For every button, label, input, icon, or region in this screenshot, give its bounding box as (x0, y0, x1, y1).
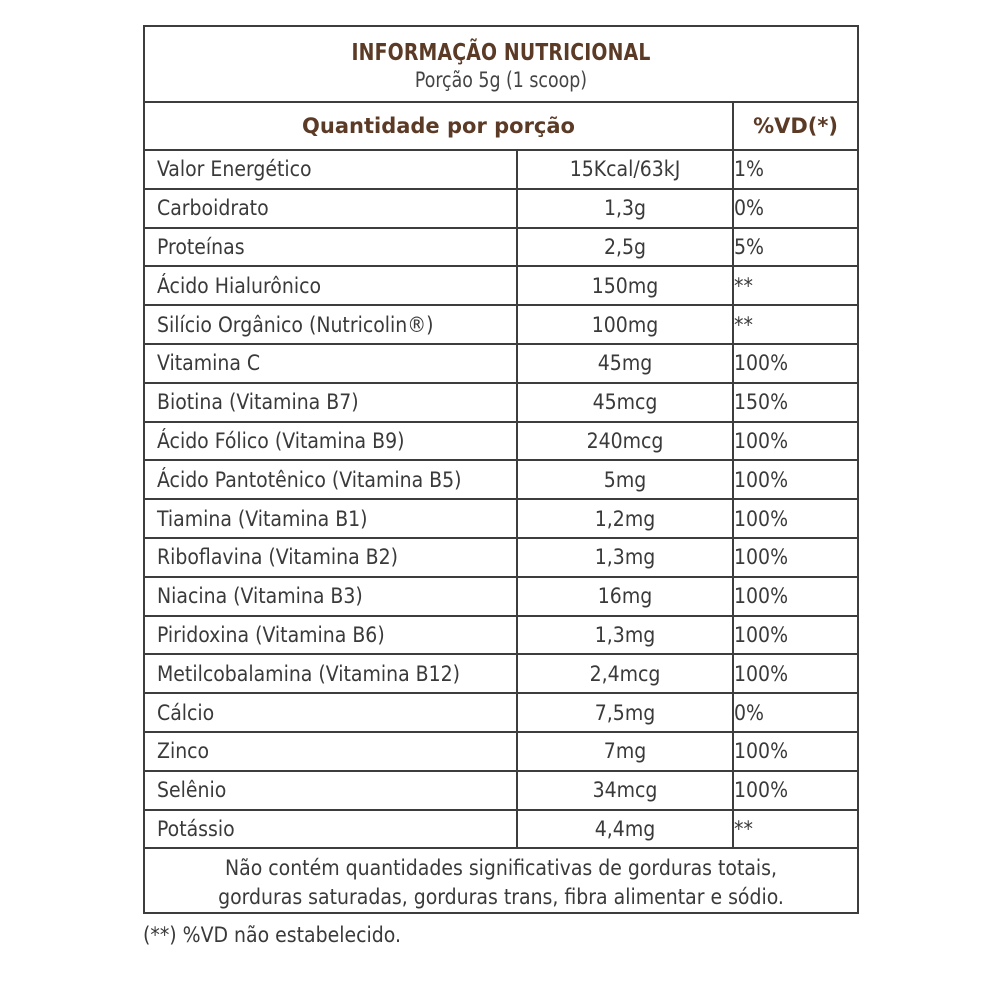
nutrient-dv: 100% (733, 538, 857, 577)
nutrient-name: Riboflavina (Vitamina B2) (145, 538, 517, 577)
table-header-row (145, 103, 857, 150)
footnote: (**) %VD não estabelecido. (143, 923, 401, 947)
quantity-column-header: Quantidade por porção (145, 103, 733, 150)
nutrient-amount: 4,4mg (517, 810, 733, 849)
table-row (145, 810, 857, 849)
table-row (145, 654, 857, 693)
nutrient-name: Silício Orgânico (Nutricolin®) (145, 305, 517, 344)
table-row (145, 538, 857, 577)
nutrient-amount: 150mg (517, 266, 733, 305)
nutrient-amount: 100mg (517, 305, 733, 344)
nutrient-amount: 15Kcal/63kJ (517, 150, 733, 189)
nutrition-facts-panel (143, 25, 859, 914)
nutrient-name: Niacina (Vitamina B3) (145, 577, 517, 616)
nutrient-amount: 1,3g (517, 189, 733, 228)
table-row (145, 732, 857, 771)
nutrient-name: Ácido Pantotênico (Vitamina B5) (145, 460, 517, 499)
nutrient-name: Zinco (145, 732, 517, 771)
disclaimer-line-1: Não contém quantidades significativas de gorduras totais, (224, 856, 778, 881)
disclaimer-line-2: gorduras saturadas, gorduras trans, fibra alimentar e sódio. (218, 885, 784, 910)
nutrient-dv: 100% (733, 460, 857, 499)
nutrient-dv: 0% (733, 189, 857, 228)
nutrient-name: Biotina (Vitamina B7) (145, 383, 517, 422)
nutrient-dv: 100% (733, 577, 857, 616)
nutrient-dv: 5% (733, 228, 857, 267)
nutrient-name: Cálcio (145, 693, 517, 732)
nutrient-dv: 150% (733, 383, 857, 422)
nutrition-title: INFORMAÇÃO NUTRICIONAL (351, 40, 651, 66)
table-row (145, 577, 857, 616)
nutrient-amount: 7,5mg (517, 693, 733, 732)
nutrient-dv: ** (733, 305, 857, 344)
nutrient-name: Vitamina C (145, 344, 517, 383)
nutrient-dv: 1% (733, 150, 857, 189)
table-row (145, 228, 857, 267)
portion-size: Porção 5g (1 scoop) (414, 68, 588, 92)
nutrient-dv: ** (733, 266, 857, 305)
table-row (145, 150, 857, 189)
nutrient-amount: 1,3mg (517, 616, 733, 655)
nutrient-name: Selênio (145, 771, 517, 810)
nutrient-dv: 100% (733, 422, 857, 461)
table-row (145, 383, 857, 422)
nutrient-amount: 1,3mg (517, 538, 733, 577)
nutrient-name: Carboidrato (145, 189, 517, 228)
nutrient-amount: 45mcg (517, 383, 733, 422)
nutrient-dv: 100% (733, 654, 857, 693)
nutrient-dv: 100% (733, 732, 857, 771)
nutrient-amount: 7mg (517, 732, 733, 771)
table-row (145, 305, 857, 344)
nutrient-name: Potássio (145, 810, 517, 849)
table-row (145, 344, 857, 383)
table-row (145, 499, 857, 538)
nutrient-amount: 5mg (517, 460, 733, 499)
nutrient-dv: ** (733, 810, 857, 849)
table-row (145, 693, 857, 732)
nutrient-name: Piridoxina (Vitamina B6) (145, 616, 517, 655)
nutrient-amount: 2,5g (517, 228, 733, 267)
nutrient-amount: 240mcg (517, 422, 733, 461)
nutrient-dv: 100% (733, 771, 857, 810)
nutrient-amount: 1,2mg (517, 499, 733, 538)
nutrient-name: Valor Energético (145, 150, 517, 189)
nutrient-amount: 16mg (517, 577, 733, 616)
dv-column-header: %VD(*) (733, 103, 857, 150)
nutrient-name: Tiamina (Vitamina B1) (145, 499, 517, 538)
nutrient-dv: 100% (733, 499, 857, 538)
nutrient-amount: 34mcg (517, 771, 733, 810)
table-row (145, 460, 857, 499)
nutrient-name: Proteínas (145, 228, 517, 267)
nutrient-amount: 2,4mcg (517, 654, 733, 693)
table-row (145, 266, 857, 305)
nutrient-dv: 0% (733, 693, 857, 732)
nutrient-name: Ácido Hialurônico (145, 266, 517, 305)
nutrient-name: Ácido Fólico (Vitamina B9) (145, 422, 517, 461)
table-row (145, 422, 857, 461)
nutrition-header (145, 27, 857, 103)
table-row (145, 771, 857, 810)
nutrient-amount: 45mg (517, 344, 733, 383)
nutrition-table (145, 103, 857, 849)
nutrient-dv: 100% (733, 616, 857, 655)
nutrient-name: Metilcobalamina (Vitamina B12) (145, 654, 517, 693)
nutrient-dv: 100% (733, 344, 857, 383)
table-row (145, 189, 857, 228)
table-row (145, 616, 857, 655)
disclaimer-note (145, 849, 857, 912)
nutrient-rows (145, 150, 857, 848)
